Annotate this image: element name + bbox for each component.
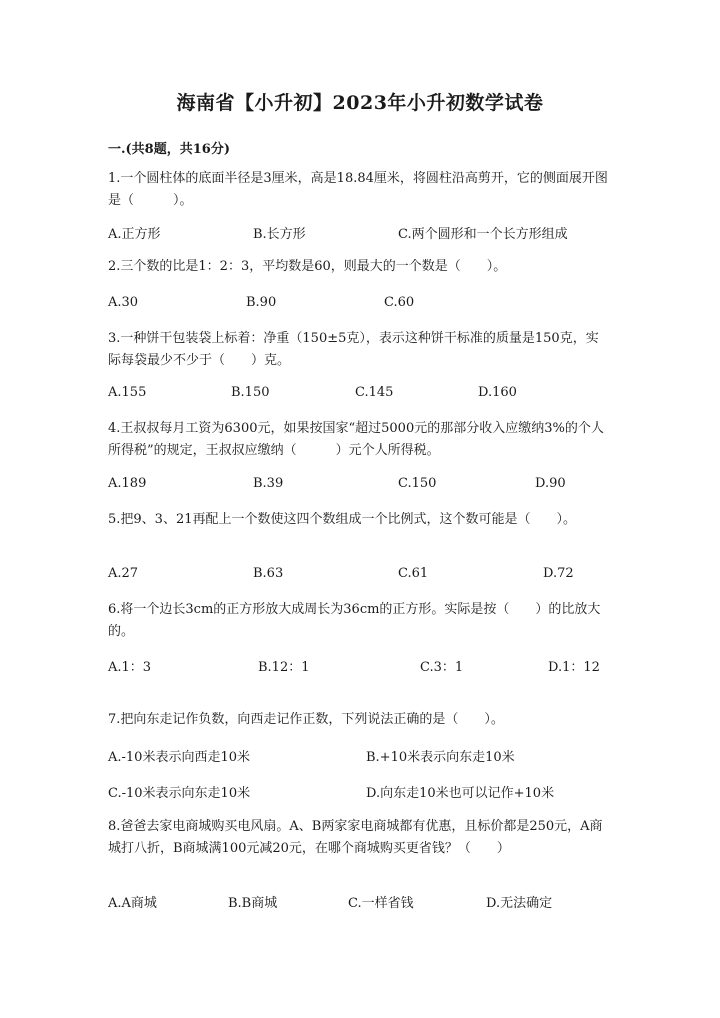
- option[interactable]: D.向东走10米也可以记作+10米: [366, 786, 555, 801]
- option[interactable]: D.160: [478, 385, 517, 400]
- question-3-options: [108, 385, 608, 405]
- section-heading: 一.(共8题，共16分): [108, 142, 230, 157]
- option[interactable]: B.150: [231, 385, 270, 400]
- question-8: 8.爸爸去家电商城购买电风扇。A、B两家家电商城都有优惠，且标价都是250元，A商城打八折，B商城满100元减20元，在哪个商城购买更省钱？（ ）: [108, 819, 603, 856]
- question-7-options-row1: [108, 746, 608, 766]
- exam-title: 海南省【小升初】2023年小升初数学试卷: [176, 92, 544, 114]
- option[interactable]: D.72: [543, 566, 574, 581]
- option[interactable]: D.无法确定: [486, 896, 553, 911]
- option[interactable]: B.63: [253, 566, 284, 581]
- option[interactable]: A.1：3: [108, 660, 152, 675]
- option[interactable]: D.90: [535, 476, 566, 491]
- question-6-options: [108, 656, 608, 676]
- question-3: 3.一种饼干包装袋上标着：净重（150±5克），表示这种饼干标准的质量是150克，实际每袋最少不少于（ ）克。: [108, 331, 599, 368]
- option[interactable]: C.61: [398, 566, 429, 581]
- question-7-options-row2: [108, 782, 608, 802]
- question-1-options: [108, 223, 608, 243]
- question-2: 2.三个数的比是1：2：3，平均数是60，则最大的一个数是（ ）。: [108, 259, 507, 274]
- question-5-options: [108, 566, 608, 586]
- option[interactable]: C.3：1: [420, 660, 464, 675]
- question-4-options: [108, 476, 608, 496]
- option[interactable]: A.27: [108, 566, 139, 581]
- option[interactable]: B.B商城: [228, 896, 278, 911]
- option[interactable]: A.正方形: [108, 227, 161, 242]
- question-8-options: [108, 892, 608, 912]
- option[interactable]: C.60: [384, 295, 415, 310]
- option[interactable]: C.-10米表示向东走10米: [108, 786, 251, 801]
- option[interactable]: B.+10米表示向东走10米: [366, 750, 515, 765]
- option[interactable]: B.90: [246, 295, 277, 310]
- question-5: 5.把9、3、21再配上一个数使这四个数组成一个比例式，这个数可能是（ ）。: [108, 512, 576, 527]
- option[interactable]: A.30: [108, 295, 139, 310]
- option[interactable]: A.A商城: [108, 896, 157, 911]
- option[interactable]: B.长方形: [253, 227, 306, 242]
- option[interactable]: B.12：1: [258, 660, 310, 675]
- option[interactable]: C.150: [398, 476, 437, 491]
- option[interactable]: D.1：12: [548, 660, 600, 675]
- option[interactable]: C.一样省钱: [348, 896, 414, 911]
- question-4: 4.王叔叔每月工资为6300元，如果按国家“超过5000元的那部分收入应缴纳3%的个人所得税”的规定，王叔叔应缴纳（ ）元个人所得税。: [108, 421, 604, 458]
- option[interactable]: B.39: [253, 476, 284, 491]
- option[interactable]: A.155: [108, 385, 147, 400]
- option[interactable]: A.189: [108, 476, 147, 491]
- option[interactable]: C.145: [355, 385, 394, 400]
- question-1: 1.一个圆柱体的底面半径是3厘米，高是18.84厘米，将圆柱沿高剪开，它的侧面展开图是（ ）。: [108, 171, 608, 208]
- option[interactable]: A.-10米表示向西走10米: [108, 750, 250, 765]
- question-2-options: [108, 295, 608, 315]
- option[interactable]: C.两个圆形和一个长方形组成: [398, 227, 568, 242]
- question-7: 7.把向东走记作负数，向西走记作正数，下列说法正确的是（ ）。: [108, 712, 504, 727]
- question-6: 6.将一个边长3cm的正方形放大成周长为36cm的正方形。实际是按（ ）的比放大的。: [108, 602, 601, 639]
